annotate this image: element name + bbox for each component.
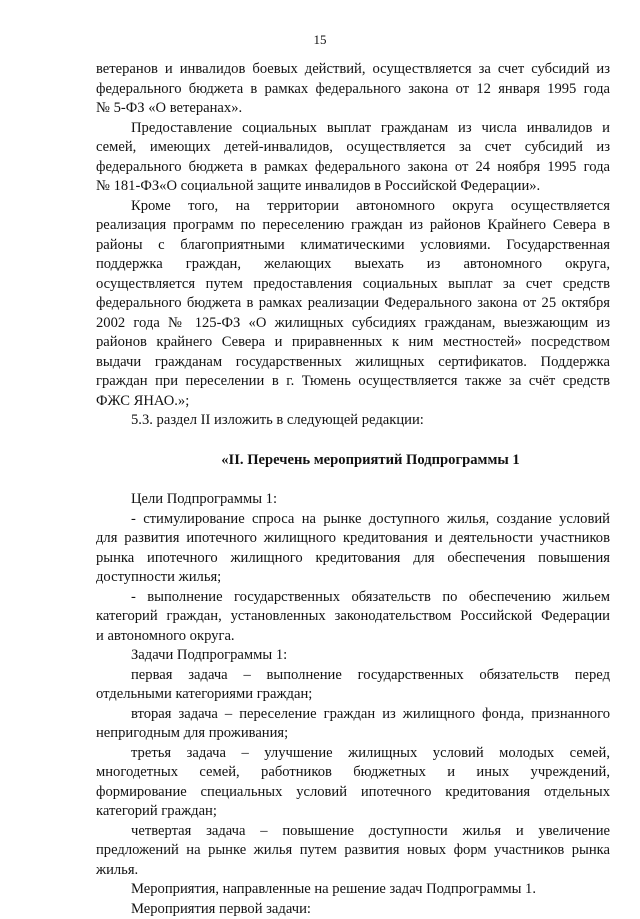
text-line: категорий граждан, установленных законодательством Российской Федерации (96, 607, 610, 627)
text-line: вторая задача – переселение граждан из жилищного фонда, признанного (96, 705, 610, 725)
text-line: поддержка граждан, желающих выехать из автономного округа, (96, 255, 610, 275)
text-line: районов крайнего Севера и приравненных к ним местностей» посредством (96, 333, 610, 353)
text-line: ветеранов и инвалидов боевых действий, осуществляется за счет субсидий из (96, 60, 610, 80)
text-line: Мероприятия первой задачи: (96, 900, 610, 919)
text-line: для развития ипотечного жилищного кредитования и деятельности участников (96, 529, 610, 549)
text-line: № 5-ФЗ «О ветеранах». (96, 99, 610, 119)
text-line: ФЖС ЯНАО.»; (96, 392, 610, 412)
text-line: - стимулирование спроса на рынке доступного жилья, создание условий (96, 510, 610, 530)
text-line: Задачи Подпрограммы 1: (96, 646, 610, 666)
text-line: федерального бюджета в рамках федерального закона от 12 января 1995 года (96, 80, 610, 100)
text-line: - выполнение государственных обязательств по обеспечению жильем (96, 588, 610, 608)
text-line: выдачи гражданам государственных жилищных сертификатов. Поддержка (96, 353, 610, 373)
text-line: формирование специальных условий ипотечного кредитования отдельных (96, 783, 610, 803)
text-line: федерального бюджета в рамках реализации Федерального закона от 25 октября (96, 294, 610, 314)
text-line: рынка ипотечного жилищного кредитования для обеспечения повышения (96, 549, 610, 569)
text-line: граждан при переселении в г. Тюмень осуществляется также за счёт средств (96, 372, 610, 392)
text-line: четвертая задача – повышение доступности жилья и увеличение (96, 822, 610, 842)
blank-line (96, 431, 610, 451)
text-line: многодетных семей, работников бюджетных и иных учреждений, (96, 763, 610, 783)
text-line: 5.3. раздел II изложить в следующей редакции: (96, 411, 610, 431)
text-line: предложений на рынке жилья путем развития новых форм участников рынка (96, 841, 610, 861)
text-line: осуществляется путем предоставления социальных выплат за счет средств (96, 275, 610, 295)
text-line: непригодным для проживания; (96, 724, 610, 744)
text-line: категорий граждан; (96, 802, 610, 822)
text-line: первая задача – выполнение государственных обязательств перед (96, 666, 610, 686)
text-line: Кроме того, на территории автономного округа осуществляется (96, 197, 610, 217)
text-line: доступности жилья; (96, 568, 610, 588)
text-line: реализация программ по переселению граждан из районов Крайнего Севера в (96, 216, 610, 236)
blank-line (96, 470, 610, 490)
text-line: и автономного округа. (96, 627, 610, 647)
text-line: Цели Подпрограммы 1: (96, 490, 610, 510)
text-line: федерального бюджета в рамках федерального закона от 24 ноября 1995 года (96, 158, 610, 178)
text-line: семей, имеющих детей-инвалидов, осуществляется за счет субсидий из (96, 138, 610, 158)
text-line: 2002 года № 125-ФЗ «О жилищных субсидиях гражданам, выезжающим из (96, 314, 610, 334)
text-line: Предоставление социальных выплат гражданам из числа инвалидов и (96, 119, 610, 139)
document-body (96, 60, 610, 919)
text-line: третья задача – улучшение жилищных условий молодых семей, (96, 744, 610, 764)
text-line: жилья. (96, 861, 610, 881)
text-line: № 181-ФЗ«О социальной защите инвалидов в Российской Федерации». (96, 177, 610, 197)
text-line: отдельными категориями граждан; (96, 685, 610, 705)
text-line: районы с благоприятными климатическими условиями. Государственная (96, 236, 610, 256)
text-line: Мероприятия, направленные на решение задач Подпрограммы 1. (96, 880, 610, 900)
section-heading: «II. Перечень мероприятий Подпрограммы 1 (96, 451, 610, 471)
page-number: 15 (0, 32, 640, 48)
